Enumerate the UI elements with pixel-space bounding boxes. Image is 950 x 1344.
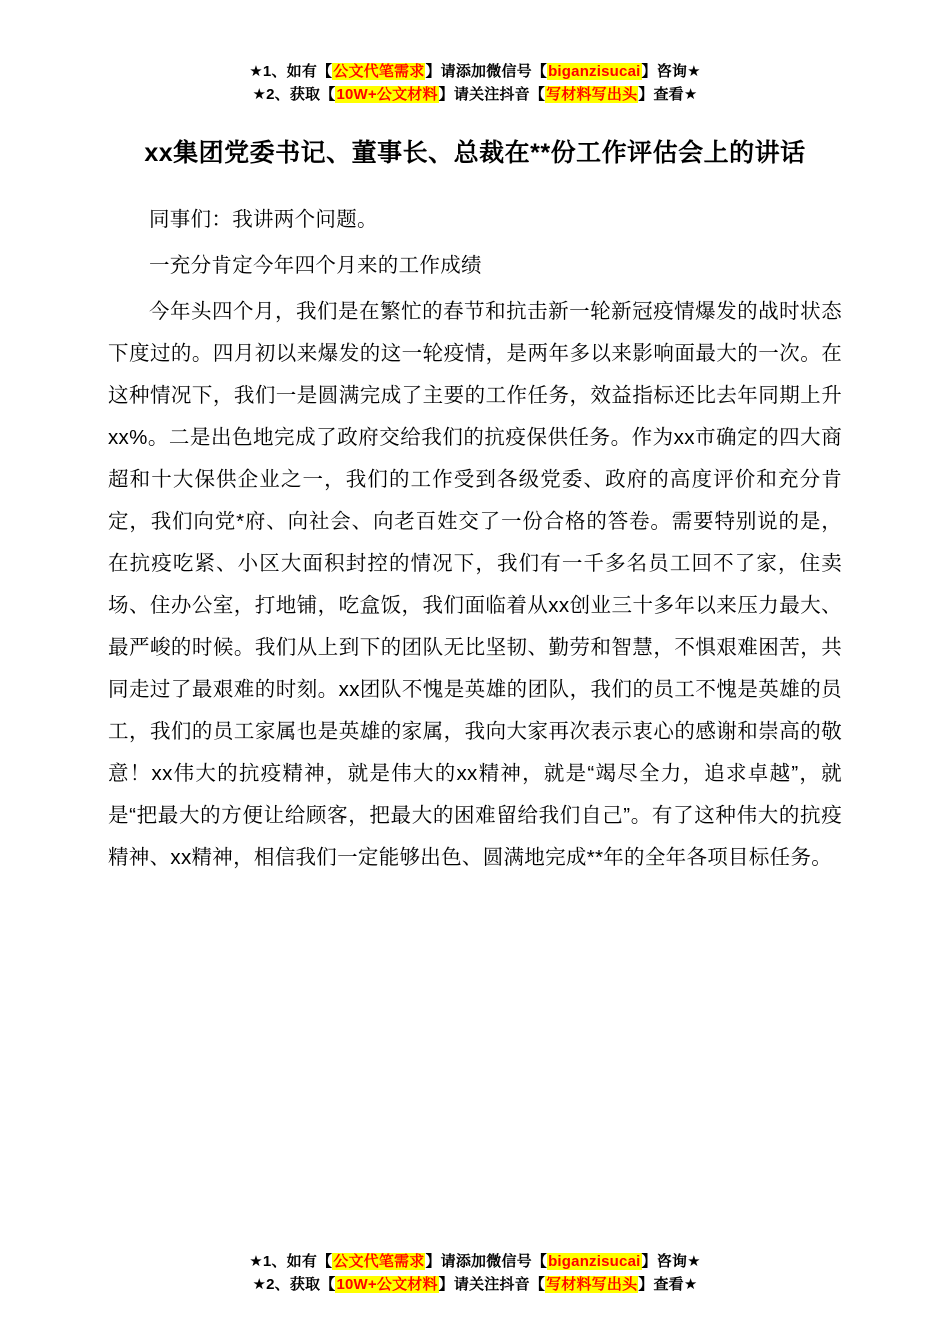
promo-line-1-bottom — [108, 1250, 842, 1273]
promo-line-1-bottom-mid: 】请添加微信号【 — [425, 1252, 548, 1270]
promo-line-2-bottom-lead: ★2、获取【 — [252, 1275, 336, 1293]
paragraph-body-1: 今年头四个月，我们是在繁忙的春节和抗击新一轮新冠疫情爆发的战时状态下度过的。四月初以来爆发的这一轮疫情，是两年多以来影响面最大的一次。在这种情况下，我们一是圆满完成了主要的工作任务，效益指标还比去年同期上升xx%。二是出色地完成了政府交给我们的抗疫保供任务。作为xx市确定的四大商超和十大保供企业之一，我们的工作受到各级党委、政府的高度评价和充分肯定，我们向党*府、向社会、向老百姓交了一份合格的答卷。需要特别说的是，在抗疫吃紧、小区大面积封控的情况下，我们有一千多名员工回不了家，住卖场、住办公室，打地铺，吃盒饭，我们面临着从xx创业三十多年以来压力最大、最严峻的时候。我们从上到下的团队无比坚韧、勤劳和智慧，不惧艰难困苦，共同走过了最艰难的时刻。xx团队不愧是英雄的团队，我们的员工不愧是英雄的员工，我们的员工家属也是英雄的家属，我向大家再次表示衷心的感谢和崇高的敬意！xx伟大的抗疫精神，就是伟大的xx精神，就是“竭尽全力，追求卓越”，就是“把最大的方便让给顾客，把最大的困难留给我们自己”。有了这种伟大的抗疫精神、xx精神，相信我们一定能够出色、圆满地完成**年的全年各项目标任务。 — [108, 299, 842, 869]
promo-line-2-mid: 】请关注抖音【 — [438, 86, 546, 104]
paragraph-greeting: 同事们：我讲两个问题。 — [149, 207, 378, 231]
promo-line-2-bottom-tail: 】查看★ — [638, 1275, 698, 1293]
promo-line-1-bottom-tail: 】咨询★ — [641, 1252, 701, 1270]
promo-line-2-highlight-2: 写材料写出头 — [546, 86, 638, 104]
promo-line-1 — [108, 60, 842, 83]
promo-line-2-tail: 】查看★ — [638, 86, 698, 104]
promo-line-2-lead: ★2、获取【 — [252, 86, 336, 104]
promo-line-2-highlight-1: 10W+公文材料 — [336, 86, 438, 104]
promo-line-1-mid: 】请添加微信号【 — [425, 63, 548, 80]
promo-banner-top — [108, 60, 842, 107]
promo-line-2-bottom — [108, 1273, 842, 1296]
promo-line-1-highlight-1: 公文代笔需求 — [333, 63, 425, 80]
promo-line-1-tail: 】咨询★ — [641, 63, 701, 80]
promo-line-1-bottom-highlight-2: biganzisucai — [548, 1252, 641, 1270]
promo-line-1-bottom-lead: ★1、如有【 — [249, 1252, 333, 1270]
promo-line-2 — [108, 83, 842, 106]
promo-line-1-bottom-highlight-1: 公文代笔需求 — [333, 1252, 425, 1270]
paragraph-section-heading: 一充分肯定今年四个月来的工作成绩 — [149, 253, 482, 277]
promo-line-2-bottom-highlight-2: 写材料写出头 — [546, 1275, 638, 1293]
promo-banner-bottom — [108, 1250, 842, 1297]
promo-line-2-bottom-mid: 】请关注抖音【 — [438, 1275, 546, 1293]
promo-line-1-highlight-2: biganzisucai — [548, 63, 641, 80]
promo-line-1-lead: ★1、如有【 — [249, 63, 333, 80]
promo-line-2-bottom-highlight-1: 10W+公文材料 — [336, 1275, 438, 1293]
document-title: xx集团党委书记、董事长、总裁在**份工作评估会上的讲话 — [144, 138, 806, 167]
